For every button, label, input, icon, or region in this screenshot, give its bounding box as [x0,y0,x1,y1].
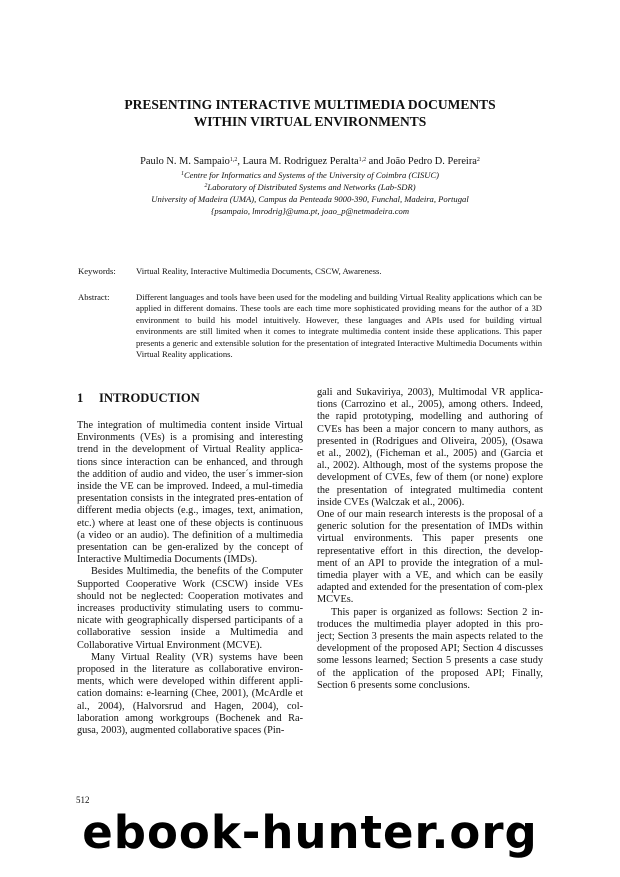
intro-paragraph-5: One of our main research interests is the proposal of a generic solution for the presentation of IMDs within virtual environments. This paper presents one representative effort in this direction, the develop-ment of an API to provide the integration of a mul-timedia player with a VE, and which can be easily adapted and extended for the presentation of com-plex MCVEs. [317,509,543,606]
affiliation-3: University of Madeira (UMA), Campus da Penteada 9000-390, Funchal, Madeira, Portugal [151,194,469,204]
author-1-affil: 1,2 [229,157,238,163]
title-line-2: WITHIN VIRTUAL ENVIRONMENTS [193,114,427,129]
page-number: 512 [76,795,90,805]
affiliation-1-text: Centre for Informatics and Systems of the University of Coimbra (CISUC) [183,170,440,180]
author-1: Paulo N. M. Sampaio [140,156,230,167]
author-3-affil: 2 [476,157,480,163]
left-column [77,420,303,737]
author-separator: , [237,156,243,167]
intro-paragraph-2: Besides Multimedia, the benefits of the Computer Supported Cooperative Work (CSCW) inside VEs should not be neglected: Cooperation motivates and increases productivity stimulating users to commu-nicate with geographically dispersed participants of a collaborative session inside a Multimedia and Collaborative Virtual Environment (MCVE). [77,566,303,651]
author-2: Laura M. Rodriguez Peralta [242,156,359,167]
abstract-text: Different languages and tools have been used for the modeling and building Virtual Reality applications which can be applied in different domains. These tools are each time more sophisticated providing means for the author of a 3D environment to build his model intuitively. However, these languages and APIs used for building virtual environments are still limited when it comes to integrate multimedia content inside these applications. This paper presents a generic and extensible solution for the presentation of integrated Interactive Multimedia Documents within Virtual Reality applications. [136,292,542,360]
author-list [0,156,620,168]
intro-paragraph-4: gali and Sukaviriya, 2003), Multimodal VR applica-tions (Carrozino et al., 2005), among others. Indeed, the rapid prototyping, modelling and authoring of CVEs has been a major concern to many authors, as presented in (Rodrigues and Oliveira, 2005), (Osawa et al., 2002), (Ficheman et al., 2005) and (Garcia et al., 2002). Although, most of the systems propose the development of CVEs, few of them (or none) explore the presentation of integrated multimedia content inside CVEs (Walczak et al., 2006). [317,387,543,508]
author-2-affil: 1,2 [358,157,367,163]
affiliation-2-text: Laboratory of Distributed Systems and Networks (Lab-SDR) [207,182,416,192]
section-heading [77,391,200,406]
affiliation-2-marker: 2 [204,183,208,189]
affiliation-1-marker: 1 [180,171,184,177]
paper-title [0,96,620,130]
intro-paragraph-3: Many Virtual Reality (VR) systems have been proposed in the literature as collaborative environ-ments, which were developed within different appli-cation domains: e-learning (Chee, 2001), (McArdle et al., 2004), (Halvorsrud and Hagen, 2004), col-laboration among workgroups (Bochenek and Ra-gusa, 2003), augmented collaborative spaces (Pin- [77,651,303,737]
author-separator: and [366,156,387,167]
affiliation-1 [0,170,620,181]
intro-paragraph-1: The integration of multimedia content inside Virtual Environments (VEs) is a promising and interesting trend in the development of Virtual Reality applica-tions since interaction can be enhanced, and through the addition of audio and video, the user´s immer-sion inside the VE can be improved. Indeed, a mul-timedia presentation consists in the integrated pres-entation of different media objects (e.g., images, text, animation, etc.) where at least one of these objects is continuous (a video or an audio). The definition of a multimedia presentation can be gen-eralized by the concept of Interactive Multimedia Documents (IMDs). [77,420,303,566]
intro-paragraph-6: This paper is organized as follows: Section 2 in-troduces the multimedia player adopted in this pro-ject; Section 3 presents the main aspects related to the development of the proposed API; Section 4 discusses some lessons learned; Section 5 presents a case study of the application of the proposed API; Finally, Section 6 presents some conclusions. [317,606,543,691]
affiliation-2 [0,182,620,193]
author-3: João Pedro D. Pereira [386,156,477,167]
author-emails: {psampaio, lmrodrig}@uma.pt, joao_p@netmadeira.com [210,206,410,216]
title-line-1: PRESENTING INTERACTIVE MULTIMEDIA DOCUMENTS [124,97,496,112]
section-number: 1 [77,391,84,405]
right-column [317,387,543,692]
abstract-label: Abstract: [78,292,110,302]
section-title: INTRODUCTION [99,391,200,405]
keywords-label: Keywords: [78,266,116,276]
watermark-text: ebook-hunter.org [82,806,538,859]
keywords-text: Virtual Reality, Interactive Multimedia Documents, CSCW, Awareness. [136,266,382,276]
